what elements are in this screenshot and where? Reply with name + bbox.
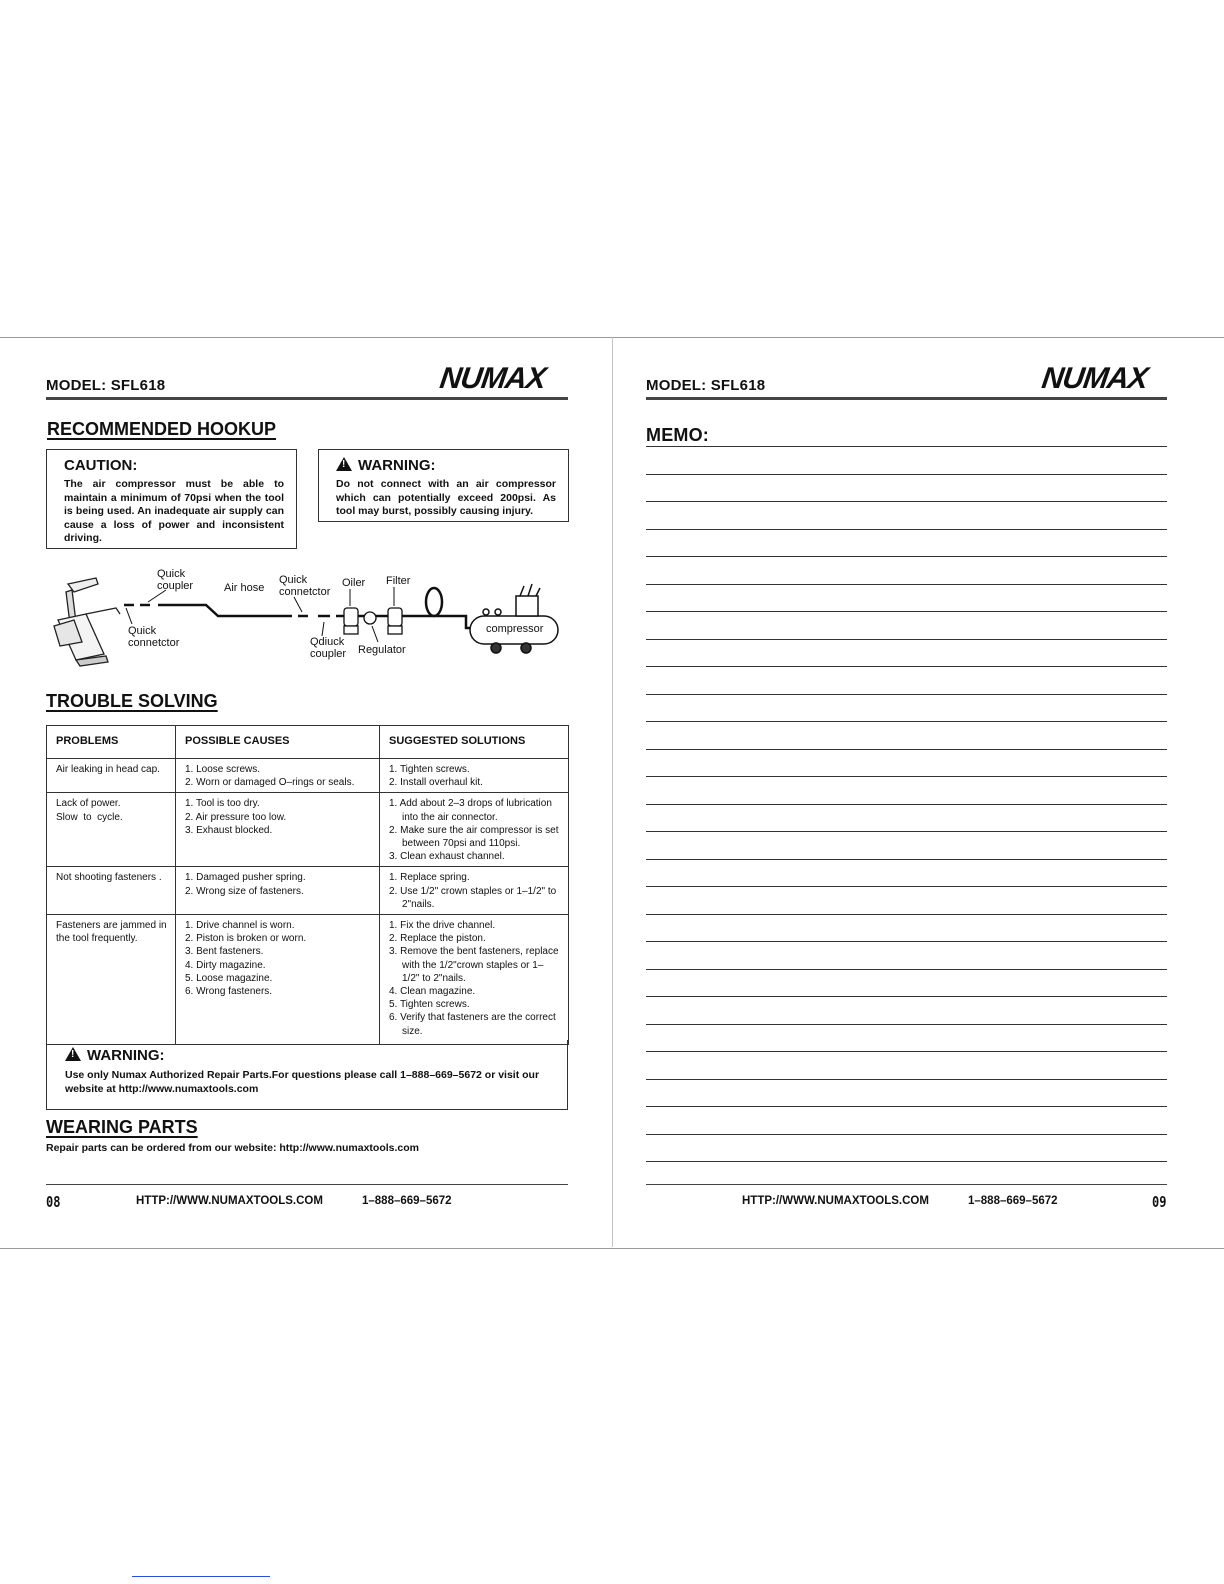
solution-item: 1. Tighten screws. [389, 764, 470, 775]
memo-line [646, 529, 1167, 530]
memo-line [646, 584, 1167, 585]
memo-line [646, 501, 1167, 502]
trouble-table [46, 725, 569, 1045]
memo-line [646, 969, 1167, 970]
memo-line [646, 639, 1167, 640]
model-label-left: MODEL: SFL618 [46, 377, 166, 394]
memo-line [646, 1024, 1167, 1025]
recommended-hookup-title: RECOMMENDED HOOKUP [47, 419, 277, 439]
header-problems: PROBLEMS [47, 726, 176, 759]
caution-box [46, 449, 297, 549]
memo-line [646, 721, 1167, 722]
cause-item: 1. Drive channel is worn. [185, 920, 295, 932]
warning-icon [336, 457, 352, 471]
problem-cell: Air leaking in head cap. [47, 759, 176, 793]
memo-title: MEMO: [646, 425, 709, 445]
warning-title-bottom: WARNING: [87, 1047, 165, 1064]
trouble-solving-title: TROUBLE SOLVING [46, 691, 218, 711]
solution-item: 2. Install overhaul kit. [389, 777, 483, 789]
problem-cell [47, 793, 176, 867]
memo-line [646, 776, 1167, 777]
solutions-cell [380, 915, 569, 1045]
label-quick-connector-lower-2: connetctor [128, 637, 180, 649]
label-quick-coupler-lower-2: coupler [310, 648, 347, 660]
memo-line [646, 611, 1167, 612]
solution-item: 2. Use 1/2" crown staples or 1–1/2" to 2"nails. [389, 885, 557, 910]
table-row [47, 915, 569, 1045]
table-row [47, 759, 569, 793]
causes-cell [176, 915, 380, 1045]
cause-item: 2. Worn or damaged O–rings or seals. [185, 777, 355, 789]
solutions-cell [380, 793, 569, 867]
warning-box-top [318, 449, 569, 522]
footer-rule-left [46, 1184, 568, 1185]
hookup-diagram [46, 562, 570, 672]
cause-item: 2. Piston is broken or worn. [185, 933, 307, 945]
numax-logo-left [438, 364, 547, 394]
header-rule-left [46, 397, 568, 400]
memo-line [646, 831, 1167, 832]
solutions-cell [380, 867, 569, 915]
model-label-right: MODEL: SFL618 [646, 377, 766, 394]
label-quick-connector-2: connetctor [279, 586, 331, 598]
wearing-parts-text: Repair parts can be ordered from our website: http://www.numaxtools.com [46, 1142, 420, 1154]
causes-cell [176, 793, 380, 867]
problem-line: Lack of power. [56, 798, 121, 810]
memo-line [646, 914, 1167, 915]
flooring-nailer-icon [54, 578, 120, 666]
page-number-right: 09 [1152, 1193, 1167, 1211]
warning-icon [65, 1047, 81, 1061]
wearing-parts-title: WEARING PARTS [46, 1117, 198, 1137]
filter-icon [388, 608, 402, 626]
header-rule-right [646, 397, 1167, 400]
cause-item: 4. Dirty magazine. [185, 959, 266, 971]
label-quick-coupler-2: coupler [157, 580, 194, 592]
solutions-cell [380, 759, 569, 793]
cause-item: 3. Exhaust blocked. [185, 824, 273, 836]
memo-line [646, 694, 1167, 695]
solution-item: 1. Add about 2–3 drops of lubrication into the air connector. [389, 798, 552, 823]
cause-item: 1. Tool is too dry. [185, 798, 260, 810]
warning-text-bottom: Use only Numax Authorized Repair Parts.For questions please call 1–888–669–5672 or visit our website at http://www.numaxtools.com [65, 1069, 540, 1095]
cause-item: 5. Loose magazine. [185, 972, 273, 984]
header-solutions: SUGGESTED SOLUTIONS [380, 726, 569, 759]
brand-text: NUMAX [437, 362, 548, 395]
warning-title-top: WARNING: [358, 457, 436, 474]
numax-logo-right [1040, 364, 1149, 394]
trouble-header-row [47, 726, 569, 759]
page-number-left: 08 [46, 1193, 61, 1211]
cause-item: 6. Wrong fasteners. [185, 986, 273, 998]
memo-line [646, 1051, 1167, 1052]
memo-line [646, 886, 1167, 887]
memo-line [646, 804, 1167, 805]
header-causes: POSSIBLE CAUSES [176, 726, 380, 759]
table-row [47, 867, 569, 915]
causes-cell [176, 867, 380, 915]
solution-item: 1. Fix the drive channel. [389, 920, 496, 932]
label-quick-connector-1: Quick [279, 574, 308, 586]
label-oiler: Oiler [342, 577, 366, 589]
warning-box-bottom [46, 1040, 568, 1110]
label-quick-coupler-lower-1: Qdiuck [310, 636, 345, 648]
memo-line [646, 446, 1167, 447]
solution-item: 3. Clean exhaust channel. [389, 851, 505, 863]
bottom-link-underline [132, 1576, 270, 1577]
caution-title: CAUTION: [64, 457, 138, 474]
brand-text: NUMAX [1039, 362, 1150, 395]
label-filter: Filter [386, 575, 411, 587]
memo-line [646, 474, 1167, 475]
problem-line: Slow to cycle. [56, 811, 123, 823]
memo-line [646, 666, 1167, 667]
memo-line [646, 1134, 1167, 1135]
memo-line [646, 1161, 1167, 1162]
solution-item: 6. Verify that fasteners are the correct size. [389, 1012, 556, 1037]
causes-cell [176, 759, 380, 793]
cause-item: 3. Bent fasteners. [185, 946, 264, 958]
label-regulator: Regulator [358, 644, 406, 656]
problem-cell: Fasteners are jammed in the tool frequently. [47, 915, 176, 1045]
memo-line [646, 996, 1167, 997]
solution-item: 3. Remove the bent fasteners, replace with the 1/2"crown staples or 1–1/2" to 2"nails. [389, 946, 559, 984]
label-quick-connector-lower-1: Quick [128, 625, 157, 637]
oiler-icon [344, 608, 358, 626]
page-spine [612, 337, 613, 1247]
solution-item: 2. Make sure the air compressor is set between 70psi and 110psi. [389, 824, 559, 850]
cause-item: 1. Damaged pusher spring. [185, 872, 306, 884]
memo-line [646, 859, 1167, 860]
footer-rule-right [646, 1184, 1167, 1185]
memo-line [646, 1079, 1167, 1080]
cause-item: 2. Wrong size of fasteners. [185, 885, 304, 897]
hose-coil-icon [426, 588, 442, 616]
caution-text: The air compressor must be able to maintain a minimum of 70psi when the tool is being used. An inadequate air supply can cause a loss of power and inconsistent driving. [64, 478, 284, 544]
solution-item: 5. Tighten screws. [389, 999, 470, 1011]
air-hose [158, 605, 292, 616]
table-row [47, 793, 569, 867]
footer-url-left[interactable]: HTTP://WWW.NUMAXTOOLS.COM [136, 1195, 323, 1207]
footer-url-right[interactable]: HTTP://WWW.NUMAXTOOLS.COM [742, 1195, 929, 1207]
solution-item: 2. Replace the piston. [389, 933, 486, 945]
label-air-hose: Air hose [224, 582, 265, 594]
label-compressor: compressor [486, 623, 544, 635]
cause-item: 2. Air pressure too low. [185, 811, 287, 823]
label-quick-coupler-1: Quick [157, 568, 186, 580]
memo-line [646, 749, 1167, 750]
problem-cell: Not shooting fasteners . [47, 867, 176, 915]
cause-item: 1. Loose screws. [185, 764, 261, 775]
solution-item: 1. Replace spring. [389, 872, 470, 884]
solution-item: 4. Clean magazine. [389, 986, 476, 998]
footer-phone-left: 1–888–669–5672 [362, 1195, 452, 1207]
memo-line [646, 941, 1167, 942]
memo-line [646, 1106, 1167, 1107]
compressor-icon [470, 584, 558, 653]
memo-line [646, 556, 1167, 557]
regulator-icon [364, 612, 376, 624]
warning-text-top: Do not connect with an air compressor which can potentially exceed 200psi. As tool may burst, possibly causing injury. [336, 478, 556, 517]
footer-phone-right: 1–888–669–5672 [968, 1195, 1058, 1207]
